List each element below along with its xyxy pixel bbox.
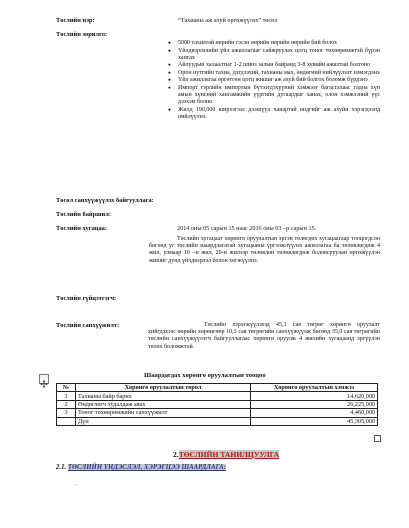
goal-item: ● Орон нутгийн тахиа, дэгдээхий, тахианы мах, өндөгний нийлүүлэлт нэмэгдэнэ bbox=[168, 70, 380, 77]
table-header-row bbox=[57, 384, 378, 392]
investment-table bbox=[56, 383, 378, 426]
goal-item: ● 5000 тахиатай өөрийн гэсэн өөрийн өөрийн өөрийн бий болох bbox=[168, 40, 380, 47]
table-cell: 3 bbox=[57, 409, 76, 417]
location-label: Төслийн байршил: bbox=[56, 211, 111, 218]
table-cell: Тоног төхөөрөмжийн санхүүжилт bbox=[76, 409, 251, 417]
table-total-row bbox=[57, 417, 378, 425]
goal-item: ● Үйл ажиллагаа өргөтгөн цогц жишиг аж ахуй бий болгох боломж бүрдэнэ bbox=[168, 77, 380, 84]
subsection-heading bbox=[56, 464, 226, 471]
table-row bbox=[57, 392, 378, 400]
table-cell: Тахианы байр барих bbox=[76, 392, 251, 400]
goal-item: ● Импорт гэрлийн импортын бүтээгдэхүүний хэмжээг багасгахаас гадна хүн амын хүнсний хангамжийн үүргийн дугаардыг ханах, олон хэмжээний үүс дээхэм болно. bbox=[168, 85, 380, 106]
header-cell: № bbox=[57, 384, 76, 392]
section-heading bbox=[173, 450, 279, 459]
table-cell: Дүн bbox=[76, 417, 251, 425]
table-row bbox=[57, 409, 378, 417]
header-cell: Хөрөнгө оруулалтын төрөл bbox=[76, 384, 251, 392]
table-cell: 26,225,000 bbox=[251, 400, 378, 408]
subsection-number: 2.1. bbox=[56, 464, 67, 471]
sponsor-label: Төсөл санхүүжүүлэх байгууллага: bbox=[56, 197, 154, 204]
table-resize-handle[interactable] bbox=[374, 435, 381, 442]
duration-value: 2014 оны 05 сарын 15 наас 2016 оны 03 –р сарын 15. bbox=[177, 225, 317, 232]
table-row bbox=[57, 400, 378, 408]
financing-label: Төслийн санхүүжилт: bbox=[56, 322, 120, 329]
implementer-label: Төслийн гүйцэтгэгч: bbox=[56, 295, 117, 302]
goal-item: ● Айлуудын халаалтыг 1-2 шинэ залын байранд 3-8 хувийн ажилтай болгоно bbox=[168, 62, 380, 69]
project-goal-label: Төслийн зорилго: bbox=[56, 31, 108, 38]
project-name-value: “Тахианы аж ахуй өргөжүүлэх” төсөл bbox=[178, 17, 278, 24]
paragraph-mark: . bbox=[75, 481, 77, 487]
section-number: 2. bbox=[173, 450, 179, 459]
table-cell: 14,620,000 bbox=[251, 392, 378, 400]
goal-list bbox=[168, 40, 380, 122]
goal-item: ● Үйлдвэрлэлийн үйл ажиллагааг сайжруулах цогц тоног төхөөрөмжтэй бүрэн хангах bbox=[168, 48, 380, 62]
duration-detail: Төслийн хугацаат хөрөнгө оруулалтын эргэн төлөгдөх хугацаагаар тооцогдсон бөгөөд уг төслийн шаардлагатай хугацааны үргэлжлүүлэх ажиллагаа ба төлөвлөгдөж 4 жил, улмаар 10 –н жил, 20-н жилээр төлөвлөн төлөвлөгдөж боловсруулан өргөжүүлэн жишиг дунд үйлдвэрлэл болон хөгжүүлнэ. bbox=[149, 236, 380, 264]
table-cell: 2 bbox=[57, 400, 76, 408]
header-cell: Хөрөнгө оруулалтын хэмжээ bbox=[251, 384, 378, 392]
subsection-title: ТӨСЛИЙН ҮНДЭСЛЭЛ, ХЭРЭГЦЭЭ ШААРДЛАГА: bbox=[67, 464, 226, 471]
table-cell bbox=[57, 417, 76, 425]
table-cell: 1 bbox=[57, 392, 76, 400]
goal-item: ● Жилд 190,000 ширхэгээс дээшүүл чанартай өндгийг аж ахуйн хэрэгцээнд нийлүүлнэ. bbox=[168, 107, 380, 121]
table-title: Шаардагдах хөрөнгө оруулалтын тооцоо bbox=[144, 372, 266, 379]
table-cell: 4,460,000 bbox=[251, 409, 378, 417]
project-name-label: Төслийн нэр: bbox=[56, 17, 95, 24]
duration-label: Төслийн хугацаа: bbox=[56, 225, 107, 232]
table-cell: Өндөглөгч худалдаж авах bbox=[76, 400, 251, 408]
section-title: ТӨСЛИЙН ТАНИЛЦУУЛГА bbox=[178, 450, 280, 459]
table-cell: 45,305,000 bbox=[251, 417, 378, 425]
financing-value: Төслийн хэрэгжүүлэхэд 45,3 сая төгрөг хөрөнгө оруулалт хийгдэхээс өөрийн хөрөнгөөр 10,3 сая төгрөгийн санхүүжүүлж бөгөөд 35,0 сая төгрөгийн төслийн санхүүжүүлэгч байгууллагаас хөрөнгө оруулж 4 жилийн хугацаанд эргүүлэн төлөх боломжтой. bbox=[148, 322, 380, 350]
move-icon bbox=[40, 380, 48, 388]
table-move-handle[interactable] bbox=[39, 374, 49, 384]
